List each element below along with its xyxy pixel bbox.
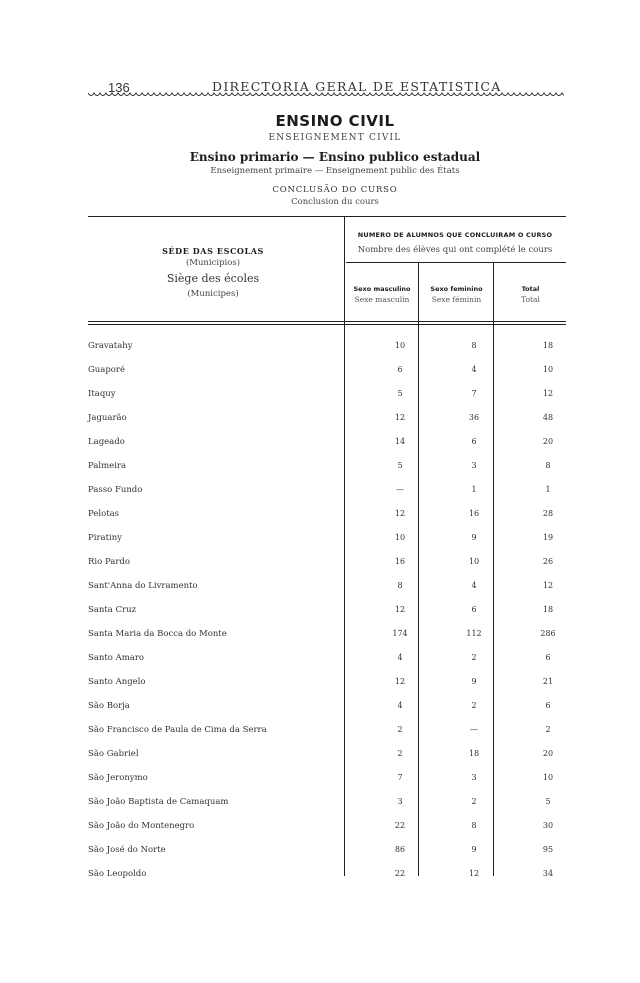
header-bottom-rule xyxy=(88,321,566,322)
subtitle: Ensino primario — Ensino publico estadual xyxy=(189,150,481,164)
stub-header: SÉDE DAS ESCOLAS xyxy=(162,246,264,256)
stub-column-divider xyxy=(344,216,345,876)
cell-male: 4 xyxy=(397,653,403,662)
cell-male: 22 xyxy=(394,821,406,830)
cell-female: — xyxy=(470,725,478,734)
cell-male: 14 xyxy=(394,437,406,446)
cell-total: 95 xyxy=(542,845,554,854)
cell-total: 18 xyxy=(542,605,554,614)
cell-female: 16 xyxy=(468,509,480,518)
column-header-total-french: Total xyxy=(521,295,540,304)
cell-total: 20 xyxy=(542,749,554,758)
page-number: 136 xyxy=(108,80,130,95)
wavy-rule xyxy=(88,90,564,100)
row-municipio-name: Santa Cruz xyxy=(88,605,137,615)
cell-male: 7 xyxy=(397,773,403,782)
column-header-total: Total xyxy=(521,285,540,293)
row-municipio-name: São Borja xyxy=(88,701,130,711)
row-municipio-name: Santa Maria da Bocca do Monte xyxy=(88,629,227,639)
page-title-french: ENSEIGNEMENT CIVIL xyxy=(268,133,402,143)
cell-male: 12 xyxy=(394,605,406,614)
cell-female: 8 xyxy=(471,821,477,830)
col-divider-1 xyxy=(418,262,419,876)
cell-female: 6 xyxy=(471,437,477,446)
cell-total: 286 xyxy=(540,629,556,638)
cell-total: 18 xyxy=(542,341,554,350)
cell-male: 2 xyxy=(397,725,403,734)
cell-female: 4 xyxy=(471,365,477,374)
cell-female: 9 xyxy=(471,677,477,686)
subtitle-french: Enseignement primaire — Enseignement public des États xyxy=(210,166,460,176)
cell-female: 3 xyxy=(471,773,477,782)
row-municipio-name: Passo Fundo xyxy=(88,485,143,495)
cell-female: 112 xyxy=(466,629,482,638)
row-municipio-name: Piratiny xyxy=(88,533,122,543)
row-municipio-name: Palmeira xyxy=(88,461,127,471)
stub-header-french: Siège des écoles xyxy=(166,272,260,285)
cell-total: 12 xyxy=(542,581,554,590)
cell-female: 36 xyxy=(468,413,480,422)
cell-total: 28 xyxy=(542,509,554,518)
row-municipio-name: Guaporé xyxy=(88,365,125,375)
cell-female: 1 xyxy=(471,485,477,494)
cell-total: 6 xyxy=(545,701,551,710)
row-municipio-name: Itaquy xyxy=(88,389,116,399)
row-municipio-name: Jaguarão xyxy=(88,413,127,423)
cell-male: 6 xyxy=(397,365,403,374)
cell-female: 12 xyxy=(468,869,480,878)
cell-female: 2 xyxy=(471,653,477,662)
col-divider-2 xyxy=(493,262,494,876)
cell-total: 5 xyxy=(545,797,551,806)
cell-male: 4 xyxy=(397,701,403,710)
cell-male: 16 xyxy=(394,557,406,566)
cell-male: — xyxy=(396,485,404,494)
cell-male: 5 xyxy=(397,461,403,470)
cell-female: 6 xyxy=(471,605,477,614)
column-header-female-french: Sexe féminin xyxy=(431,295,482,304)
column-header-female: Sexo feminino xyxy=(430,285,483,293)
cell-male: 2 xyxy=(397,749,403,758)
section-title: CONCLUSÃO DO CURSO xyxy=(272,185,398,195)
cell-total: 10 xyxy=(542,365,554,374)
cell-total: 10 xyxy=(542,773,554,782)
column-header-male-french: Sexe masculin xyxy=(354,295,410,304)
row-municipio-name: Sant'Anna do Livramento xyxy=(88,581,198,591)
cell-male: 10 xyxy=(394,533,406,542)
row-municipio-name: São Jeronymo xyxy=(88,773,148,783)
row-municipio-name: São José do Norte xyxy=(88,845,166,855)
cell-total: 12 xyxy=(542,389,554,398)
row-municipio-name: São Gabriel xyxy=(88,749,139,759)
section-title-french: Conclusion du cours xyxy=(291,197,379,207)
cell-male: 10 xyxy=(394,341,406,350)
cell-total: 19 xyxy=(542,533,554,542)
cell-total: 20 xyxy=(542,437,554,446)
cell-total: 1 xyxy=(545,485,551,494)
cell-female: 2 xyxy=(471,701,477,710)
group-header-rule xyxy=(346,262,566,263)
row-municipio-name: Lageado xyxy=(88,437,125,447)
cell-total: 48 xyxy=(542,413,554,422)
cell-female: 7 xyxy=(471,389,477,398)
cell-male: 5 xyxy=(397,389,403,398)
row-municipio-name: Santo Amaro xyxy=(88,653,145,663)
cell-female: 2 xyxy=(471,797,477,806)
cell-male: 174 xyxy=(392,629,408,638)
cell-female: 4 xyxy=(471,581,477,590)
cell-female: 18 xyxy=(468,749,480,758)
cell-male: 12 xyxy=(394,413,406,422)
table-top-rule xyxy=(88,216,566,217)
row-municipio-name: Pelotas xyxy=(88,509,120,519)
header-bottom-rule-2 xyxy=(88,324,566,325)
cell-male: 12 xyxy=(394,677,406,686)
row-municipio-name: Santo Angelo xyxy=(88,677,146,687)
row-municipio-name: Gravatahy xyxy=(88,341,133,351)
row-municipio-name: São João do Montenegro xyxy=(88,821,195,831)
cell-male: 22 xyxy=(394,869,406,878)
running-head: DIRECTORIA GERAL DE ESTATISTICA xyxy=(212,79,502,94)
row-municipio-name: São João Baptista de Camaquam xyxy=(88,797,229,807)
page-title: ENSINO CIVIL xyxy=(275,112,395,130)
group-header-french: Nombre des élèves qui ont complété le cours xyxy=(357,245,553,255)
stub-header-french-sub: (Municipes) xyxy=(187,289,239,299)
cell-female: 8 xyxy=(471,341,477,350)
cell-female: 10 xyxy=(468,557,480,566)
cell-female: 9 xyxy=(471,533,477,542)
cell-total: 6 xyxy=(545,653,551,662)
cell-male: 3 xyxy=(397,797,403,806)
row-municipio-name: São Leopoldo xyxy=(88,869,147,879)
cell-female: 9 xyxy=(471,845,477,854)
column-header-male: Sexo masculino xyxy=(353,285,411,293)
row-municipio-name: Rio Pardo xyxy=(88,557,130,567)
cell-male: 8 xyxy=(397,581,403,590)
cell-total: 8 xyxy=(545,461,551,470)
cell-female: 3 xyxy=(471,461,477,470)
group-header: NUMERO DE ALUMNOS QUE CONCLUIRAM O CURSO xyxy=(357,231,553,239)
cell-total: 26 xyxy=(542,557,554,566)
cell-total: 30 xyxy=(542,821,554,830)
cell-total: 2 xyxy=(545,725,551,734)
row-municipio-name: São Francisco de Paula de Cima da Serra xyxy=(88,725,267,735)
cell-total: 21 xyxy=(542,677,554,686)
cell-male: 12 xyxy=(394,509,406,518)
cell-total: 34 xyxy=(542,869,554,878)
stub-header-sub: (Municipios) xyxy=(185,258,241,268)
cell-male: 86 xyxy=(394,845,406,854)
